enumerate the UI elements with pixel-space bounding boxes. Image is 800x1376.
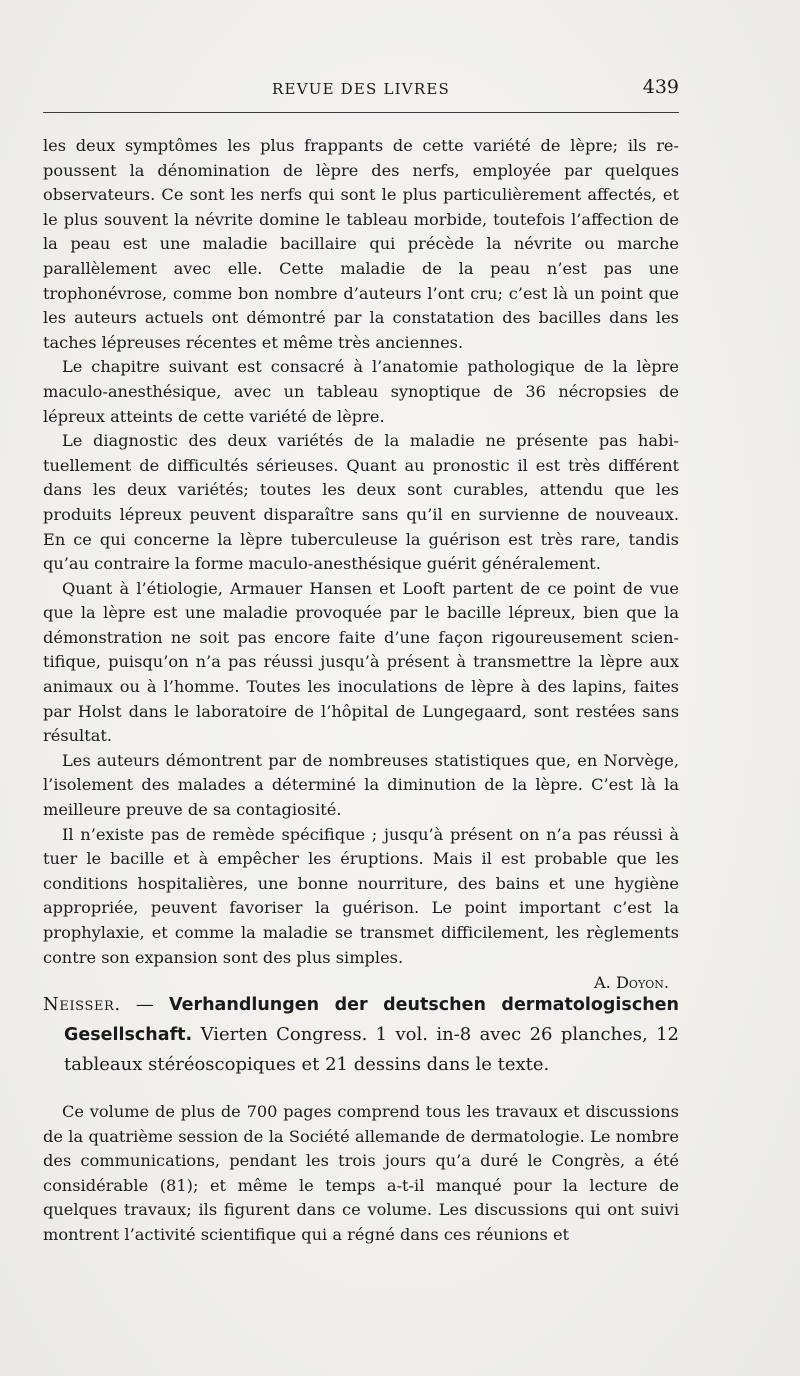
page-number: 439	[642, 76, 679, 98]
paragraph: Ce volume de plus de 700 pages comprend tous les travaux et discussions de la quatrième session de la Société allemande de dermatologie. Le nombre des communications, pendant les trois jours qu’a duré le Congrès, a été considérable (81); et même le temps a-t-il manqué pour la lecture de quelques travaux; ils figurent dans ce volume. Les discussions qui ont suivi montrent l’activité scientifique qui a régné dans ces réunions et	[43, 1102, 679, 1244]
paragraph: Il n’existe pas de remède spécifique ; jusqu’à présent on n’a pas réussi à tuer le bacille et à empêcher les éruptions. Mais il est probable que les conditions hospitalières, une bonne nourriture, des bains et une hygiène appropriée, peuvent favoriser la guérison. Le point important c’est la prophylaxie, et comme la maladie se transmet difficilement, les règlements contre son expansion sont des plus simples.	[43, 824, 679, 967]
review-book-details: Vierten Congress. 1 vol. in-8 avec 26 planches, 12 tableaux stéréoscopiques et 21 dessins dans le texte.	[64, 1024, 679, 1075]
paragraph: Le chapitre suivant est consacré à l’anatomie pathologique de la lèpre maculo-anesthésique, avec un tableau synoptique de 36 nécropsies de lépreux atteints de cette variété de lèpre.	[43, 357, 679, 426]
review-heading	[43, 990, 679, 1079]
paragraph: Le diagnostic des deux variétés de la maladie ne présente pas habituellement de difficultés sérieuses. Quant au pronostic il est très différent dans les deux variétés; toutes les deux sont curables, attendu que les produits lépreux peuvent disparaître sans qu’il en survienne de nouveaux. En ce qui concerne la lèpre tuberculeuse la guérison est très rare, tandis qu’au contraire la forme maculo-anesthésique guérit généralement.	[43, 431, 679, 574]
paragraph: Les auteurs démontrent par de nombreuses statistiques que, en Norvège, l’isolement des malades a déterminé la diminution de la lèpre. C’est là la meilleure preuve de sa contagiosité.	[43, 750, 679, 820]
paragraph: les deux symptômes les plus frappants de cette variété de lèpre; ils repoussent la dénomination de lèpre des nerfs, employée par quelques observateurs. Ce sont les nerfs qui sont le plus particulièrement affectés, et le plus souvent la névrite domine le tableau morbide, toutefois l’affection de la peau est une maladie bacillaire qui précède la névrite ou marche parallèlement avec elle. Cette maladie de la peau n’est pas une trophonévrose, comme bon nombre d’auteurs l’ont cru; c’est là un point que les auteurs actuels ont démontré par la constatation des bacilles dans les taches lépreuses récentes et même très anciennes.	[43, 136, 679, 352]
review-author: Neisser.	[43, 994, 121, 1015]
page-header	[43, 74, 679, 104]
header-rule	[43, 112, 679, 113]
review-body	[43, 1100, 679, 1248]
running-title: REVUE DES LIVRES	[272, 80, 450, 98]
review-dash: —	[120, 994, 170, 1015]
review-body-continued	[43, 134, 679, 996]
paragraph: Quant à l’étiologie, Armauer Hansen et Looft partent de ce point de vue que la lèpre est une maladie provoquée par le bacille lépreux, bien que la démonstration ne soit pas encore faite d’une façon rigoureusement scientifique, puisqu’on n’a pas réussi jusqu’à présent à transmettre la lèpre aux animaux ou à l’homme. Toutes les inoculations de lèpre à des lapins, faites par Holst dans le laboratoire de l’hôpital de Lungegaard, sont restées sans résultat.	[43, 578, 679, 746]
review-book-title: Verhandlungen der deutschen dermatologischen Gesellschaft.	[64, 995, 679, 1045]
reviewer-signature: A. Doyon.	[593, 973, 669, 993]
